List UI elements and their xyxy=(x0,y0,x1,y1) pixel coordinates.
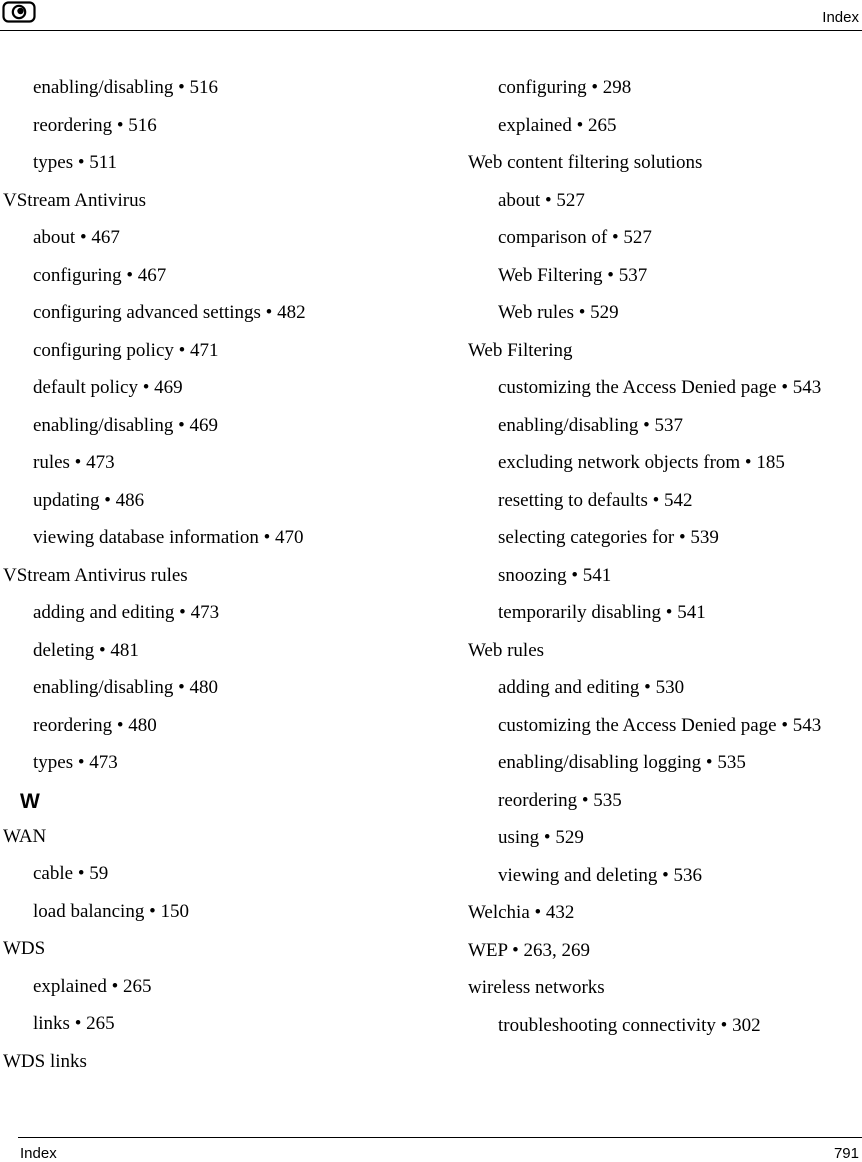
index-subentry: rules • 473 xyxy=(33,452,115,473)
index-subentry: types • 511 xyxy=(33,152,118,173)
index-subentry: cable • 59 xyxy=(33,863,109,884)
index-subentry: reordering • 480 xyxy=(33,714,157,736)
index-subentry: customizing the Access Denied page • 543 xyxy=(498,377,822,398)
index-entry: Web content filtering solutions xyxy=(468,152,703,173)
index-column-right xyxy=(468,77,838,1052)
index-subentry: configuring advanced settings • 482 xyxy=(33,302,306,323)
index-subentry: viewing and deleting • 536 xyxy=(498,864,702,886)
index-subentry: troubleshooting connectivity • 302 xyxy=(498,1014,761,1036)
index-subentry: adding and editing • 530 xyxy=(498,677,685,698)
page-header xyxy=(0,0,862,31)
index-subentry: viewing database information • 470 xyxy=(33,527,304,548)
index-subentry: adding and editing • 473 xyxy=(33,602,220,623)
index-entry: WDS xyxy=(3,938,46,959)
index-entry: VStream Antivirus rules xyxy=(3,564,188,586)
index-subentry: comparison of • 527 xyxy=(498,227,652,248)
index-subentry: explained • 265 xyxy=(33,975,152,997)
index-subentry: reordering • 535 xyxy=(498,789,622,811)
index-subentry: about • 527 xyxy=(498,189,585,211)
index-subentry: excluding network objects from • 185 xyxy=(498,452,785,473)
header-title: Index xyxy=(822,9,859,26)
index-subentry: load balancing • 150 xyxy=(33,900,189,922)
index-subentry: configuring policy • 471 xyxy=(33,339,219,361)
index-entry: Web rules xyxy=(468,639,545,661)
logo-icon xyxy=(2,1,36,23)
index-subentry: enabling/disabling • 537 xyxy=(498,414,684,436)
index-subentry: snoozing • 541 xyxy=(498,564,612,586)
footer-divider xyxy=(18,1137,862,1138)
index-entry: WDS links xyxy=(3,1050,87,1072)
index-subentry: links • 265 xyxy=(33,1013,115,1034)
index-subentry: default policy • 469 xyxy=(33,377,183,398)
index-entry: WEP • 263, 269 xyxy=(468,939,591,961)
index-subentry: about • 467 xyxy=(33,227,120,248)
index-subentry: using • 529 xyxy=(498,827,584,848)
footer-label: Index xyxy=(20,1145,57,1162)
index-subentry: Web rules • 529 xyxy=(498,302,619,323)
index-column-left xyxy=(3,77,443,1088)
index-subentry: customizing the Access Denied page • 543 xyxy=(498,714,822,736)
index-entry: VStream Antivirus xyxy=(3,189,147,211)
index-subentry: updating • 486 xyxy=(33,489,145,511)
index-subentry: temporarily disabling • 541 xyxy=(498,602,706,623)
index-subentry: Web Filtering • 537 xyxy=(498,264,648,286)
index-entry: Web Filtering xyxy=(468,339,573,361)
index-subentry: types • 473 xyxy=(33,752,118,773)
index-subentry: resetting to defaults • 542 xyxy=(498,489,693,511)
index-subentry: deleting • 481 xyxy=(33,639,139,661)
index-entry: Welchia • 432 xyxy=(468,902,575,923)
index-subentry: enabling/disabling • 516 xyxy=(33,77,219,98)
page-number: 791 xyxy=(833,1145,859,1162)
index-subentry: configuring • 467 xyxy=(33,264,167,286)
index-subentry: reordering • 516 xyxy=(33,114,157,136)
index-subentry: explained • 265 xyxy=(498,114,617,136)
index-subentry: configuring • 298 xyxy=(498,77,632,98)
header-divider xyxy=(0,30,862,31)
index-entry: wireless networks xyxy=(468,977,605,998)
index-subentry: enabling/disabling • 480 xyxy=(33,677,219,698)
index-entry: WAN xyxy=(3,825,47,847)
index-subentry: enabling/disabling • 469 xyxy=(33,414,219,436)
index-letter-heading: W xyxy=(20,789,40,813)
index-subentry: enabling/disabling logging • 535 xyxy=(498,752,746,773)
index-subentry: selecting categories for • 539 xyxy=(498,527,719,548)
